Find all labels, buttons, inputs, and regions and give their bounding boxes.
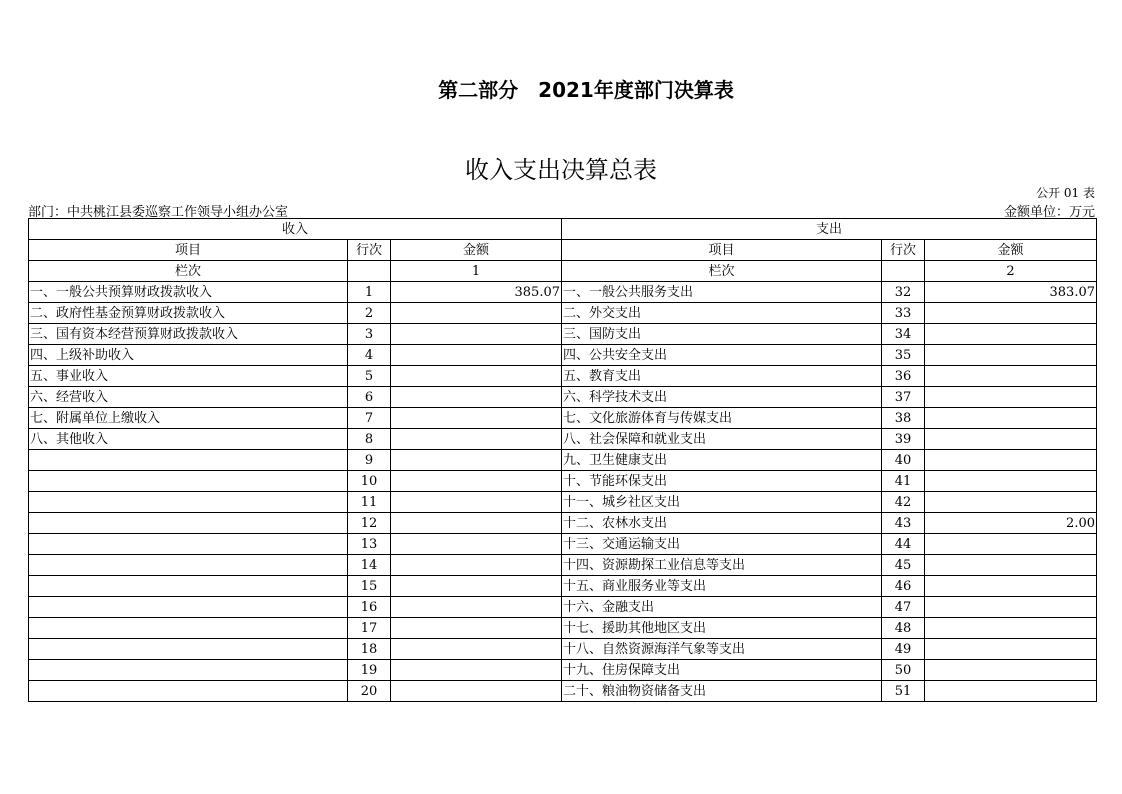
income-line-cell: 8 [348, 429, 391, 450]
income-line-cell: 19 [348, 660, 391, 681]
income-item-cell: 六、经营收入 [29, 387, 348, 408]
income-line-cell: 6 [348, 387, 391, 408]
table-row [29, 345, 1097, 366]
table-row [29, 303, 1097, 324]
income-line-cell: 17 [348, 618, 391, 639]
expense-column-number: 2 [925, 261, 1097, 282]
income-item-cell [29, 576, 348, 597]
income-line-cell: 7 [348, 408, 391, 429]
expense-amount-cell [925, 534, 1097, 555]
expense-amount-cell [925, 345, 1097, 366]
income-item-header: 项目 [29, 240, 348, 261]
expense-amount-cell [925, 429, 1097, 450]
income-amount-cell [391, 387, 562, 408]
income-item-cell [29, 471, 348, 492]
income-column-label: 栏次 [29, 261, 348, 282]
expense-item-cell: 十七、援助其他地区支出 [562, 618, 882, 639]
income-section-header: 收入 [29, 219, 562, 240]
table-row [29, 618, 1097, 639]
expense-amount-header: 金额 [925, 240, 1097, 261]
expense-item-cell: 五、教育支出 [562, 366, 882, 387]
income-amount-cell [391, 408, 562, 429]
expense-line-cell: 36 [882, 366, 925, 387]
income-item-cell [29, 450, 348, 471]
expense-item-cell: 十九、住房保障支出 [562, 660, 882, 681]
income-amount-header: 金额 [391, 240, 562, 261]
table-row [29, 408, 1097, 429]
table-row [29, 513, 1097, 534]
income-expense-table [28, 218, 1097, 702]
income-amount-cell [391, 618, 562, 639]
income-amount-cell: 385.07 [391, 282, 562, 303]
expense-line-cell: 44 [882, 534, 925, 555]
expense-amount-cell: 2.00 [925, 513, 1097, 534]
expense-line-cell: 37 [882, 387, 925, 408]
income-amount-cell [391, 681, 562, 702]
income-item-cell [29, 513, 348, 534]
income-item-cell [29, 555, 348, 576]
income-item-cell: 一、一般公共预算财政拨款收入 [29, 282, 348, 303]
expense-item-cell: 十六、金融支出 [562, 597, 882, 618]
income-item-cell: 八、其他收入 [29, 429, 348, 450]
expense-amount-cell [925, 639, 1097, 660]
expense-line-cell: 41 [882, 471, 925, 492]
income-line-cell: 18 [348, 639, 391, 660]
income-item-cell: 二、政府性基金预算财政拨款收入 [29, 303, 348, 324]
expense-amount-cell [925, 660, 1097, 681]
expense-line-cell: 46 [882, 576, 925, 597]
expense-line-cell: 51 [882, 681, 925, 702]
income-item-cell [29, 534, 348, 555]
income-line-cell: 2 [348, 303, 391, 324]
expense-amount-cell [925, 408, 1097, 429]
expense-amount-cell [925, 387, 1097, 408]
expense-item-cell: 十二、农林水支出 [562, 513, 882, 534]
income-item-cell [29, 618, 348, 639]
expense-amount-cell [925, 597, 1097, 618]
expense-line-cell: 49 [882, 639, 925, 660]
income-amount-cell [391, 513, 562, 534]
expense-amount-cell [925, 450, 1097, 471]
expense-amount-cell [925, 303, 1097, 324]
income-line-cell: 16 [348, 597, 391, 618]
income-column-number: 1 [391, 261, 562, 282]
expense-item-cell: 七、文化旅游体育与传媒支出 [562, 408, 882, 429]
expense-item-cell: 十四、资源勘探工业信息等支出 [562, 555, 882, 576]
income-line-cell: 11 [348, 492, 391, 513]
expense-item-cell: 二十、粮油物资储备支出 [562, 681, 882, 702]
page-title: 第二部分 2021年度部门决算表 [438, 78, 734, 102]
expense-item-cell: 八、社会保障和就业支出 [562, 429, 882, 450]
income-line-cell: 5 [348, 366, 391, 387]
income-line-cell: 9 [348, 450, 391, 471]
expense-amount-cell [925, 471, 1097, 492]
expense-item-header: 项目 [562, 240, 882, 261]
expense-amount-cell [925, 576, 1097, 597]
table-row [29, 450, 1097, 471]
column-header-row [29, 240, 1097, 261]
income-amount-cell [391, 450, 562, 471]
expense-amount-cell [925, 555, 1097, 576]
income-amount-cell [391, 597, 562, 618]
table-row [29, 681, 1097, 702]
income-amount-cell [391, 492, 562, 513]
expense-item-cell: 四、公共安全支出 [562, 345, 882, 366]
expense-item-cell: 三、国防支出 [562, 324, 882, 345]
income-item-cell: 四、上级补助收入 [29, 345, 348, 366]
income-line-header: 行次 [348, 240, 391, 261]
income-amount-cell [391, 555, 562, 576]
table-row [29, 534, 1097, 555]
expense-line-cell: 39 [882, 429, 925, 450]
table-row [29, 324, 1097, 345]
expense-line-cell: 33 [882, 303, 925, 324]
department-label: 部门：中共桃江县委巡察工作领导小组办公室 [28, 205, 289, 220]
income-line-blank [348, 261, 391, 282]
income-item-cell [29, 681, 348, 702]
table-row [29, 639, 1097, 660]
income-amount-cell [391, 303, 562, 324]
income-line-cell: 14 [348, 555, 391, 576]
table-row [29, 576, 1097, 597]
income-line-cell: 1 [348, 282, 391, 303]
expense-item-cell: 九、卫生健康支出 [562, 450, 882, 471]
table-row [29, 429, 1097, 450]
income-amount-cell [391, 345, 562, 366]
expense-item-cell: 一、一般公共服务支出 [562, 282, 882, 303]
expense-item-cell: 十八、自然资源海洋气象等支出 [562, 639, 882, 660]
table-row [29, 555, 1097, 576]
income-amount-cell [391, 429, 562, 450]
section-header-row [29, 219, 1097, 240]
table-row [29, 597, 1097, 618]
expense-amount-cell [925, 366, 1097, 387]
income-amount-cell [391, 324, 562, 345]
income-item-cell [29, 597, 348, 618]
income-amount-cell [391, 660, 562, 681]
table-row [29, 282, 1097, 303]
expense-amount-cell [925, 681, 1097, 702]
income-amount-cell [391, 576, 562, 597]
expense-line-cell: 47 [882, 597, 925, 618]
expense-amount-cell: 383.07 [925, 282, 1097, 303]
income-line-cell: 15 [348, 576, 391, 597]
table-row [29, 660, 1097, 681]
expense-line-cell: 42 [882, 492, 925, 513]
expense-item-cell: 十五、商业服务业等支出 [562, 576, 882, 597]
income-item-cell: 五、事业收入 [29, 366, 348, 387]
income-amount-cell [391, 639, 562, 660]
expense-item-cell: 十、节能环保支出 [562, 471, 882, 492]
expense-item-cell: 六、科学技术支出 [562, 387, 882, 408]
income-item-cell [29, 639, 348, 660]
income-item-cell [29, 492, 348, 513]
income-amount-cell [391, 471, 562, 492]
amount-unit-label: 金额单位：万元 [1003, 205, 1095, 220]
table-body [29, 219, 1097, 702]
table-title: 收入支出决算总表 [465, 156, 657, 184]
expense-line-cell: 45 [882, 555, 925, 576]
expense-line-cell: 43 [882, 513, 925, 534]
expense-item-cell: 十三、交通运输支出 [562, 534, 882, 555]
expense-line-cell: 35 [882, 345, 925, 366]
expense-line-blank [882, 261, 925, 282]
income-amount-cell [391, 366, 562, 387]
income-item-cell: 七、附属单位上缴收入 [29, 408, 348, 429]
expense-item-cell: 十一、城乡社区支出 [562, 492, 882, 513]
expense-item-cell: 二、外交支出 [562, 303, 882, 324]
column-number-row [29, 261, 1097, 282]
expense-line-cell: 38 [882, 408, 925, 429]
income-item-cell: 三、国有资本经营预算财政拨款收入 [29, 324, 348, 345]
expense-amount-cell [925, 618, 1097, 639]
expense-line-cell: 40 [882, 450, 925, 471]
income-line-cell: 10 [348, 471, 391, 492]
income-item-cell [29, 660, 348, 681]
table-row [29, 471, 1097, 492]
table-row [29, 492, 1097, 513]
expense-amount-cell [925, 324, 1097, 345]
expense-line-cell: 32 [882, 282, 925, 303]
form-number: 公开 01 表 [1036, 186, 1095, 200]
expense-line-cell: 48 [882, 618, 925, 639]
expense-amount-cell [925, 492, 1097, 513]
table-row [29, 366, 1097, 387]
expense-line-cell: 50 [882, 660, 925, 681]
income-line-cell: 20 [348, 681, 391, 702]
income-line-cell: 13 [348, 534, 391, 555]
table-row [29, 387, 1097, 408]
expense-section-header: 支出 [562, 219, 1097, 240]
income-line-cell: 12 [348, 513, 391, 534]
income-line-cell: 4 [348, 345, 391, 366]
expense-line-cell: 34 [882, 324, 925, 345]
expense-line-header: 行次 [882, 240, 925, 261]
expense-column-label: 栏次 [562, 261, 882, 282]
income-amount-cell [391, 534, 562, 555]
income-line-cell: 3 [348, 324, 391, 345]
